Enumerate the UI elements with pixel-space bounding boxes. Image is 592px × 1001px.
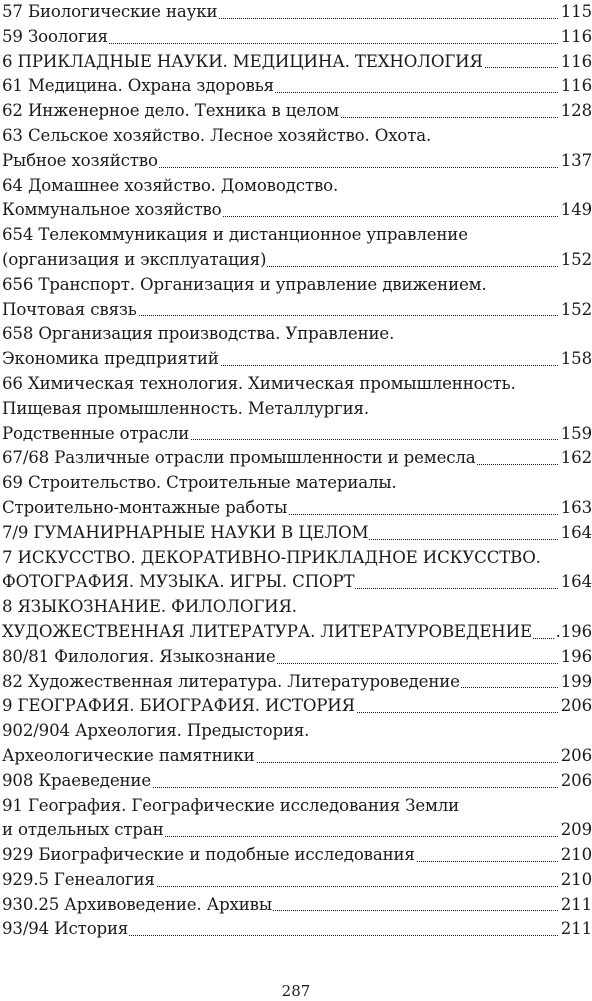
toc-entry (0, 868, 592, 893)
toc-entry-title: 67/68 Различные отрасли промышленности и ремесла (2, 448, 476, 468)
toc-entry (0, 521, 592, 546)
toc-entry-title: Строительно-монтажные работы (2, 497, 288, 517)
toc-entry-title: ХУДОЖЕСТВЕННАЯ ЛИТЕРАТУРА. ЛИТЕРАТУРОВЕДЕНИЕ (2, 621, 532, 641)
toc-entry (0, 0, 592, 25)
toc-entry-page: 162 (559, 446, 592, 471)
toc-entry-page: 199 (559, 670, 592, 695)
toc-entry-page: 210 (559, 868, 592, 893)
toc-entry (0, 149, 592, 174)
toc-entry (0, 818, 592, 843)
toc-entry-title: Рыбное хозяйство (2, 150, 158, 170)
toc-entry (0, 744, 592, 769)
toc-entry-title: 6 ПРИКЛАДНЫЕ НАУКИ. МЕДИЦИНА. ТЕХНОЛОГИЯ (2, 51, 483, 71)
toc-entry (0, 794, 592, 819)
toc-entry-title: 82 Художественная литература. Литературоведение (2, 671, 460, 691)
toc-entry (0, 248, 592, 273)
toc-entry (0, 769, 592, 794)
toc-entry (0, 50, 592, 75)
toc-entry (0, 471, 592, 496)
toc-entry (0, 570, 592, 595)
toc-entry-title: 930.25 Архивоведение. Архивы (2, 894, 272, 914)
toc-entry-page: 116 (559, 74, 592, 99)
toc-entry (0, 446, 592, 471)
toc-entry-page: 163 (559, 496, 592, 521)
toc-entry-title: 61 Медицина. Охрана здоровья (2, 76, 274, 96)
toc-entry-title: 9 ГЕОГРАФИЯ. БИОГРАФИЯ. ИСТОРИЯ (2, 696, 355, 716)
toc-entry (0, 298, 592, 323)
toc-entry (0, 99, 592, 124)
toc-entry-title: 80/81 Филология. Языкознание (2, 646, 276, 666)
toc-entry (0, 645, 592, 670)
toc-entry-page: 210 (559, 843, 592, 868)
toc-entry-page: 164 (559, 570, 592, 595)
toc-entry-page: 137 (559, 149, 592, 174)
toc-entry-title: 91 География. Географические исследования Земли (2, 795, 460, 815)
toc-entry-page: 116 (559, 25, 592, 50)
toc-entry (0, 595, 592, 620)
toc-entry-page: 152 (559, 248, 592, 273)
toc-entry-title: 656 Транспорт. Организация и управление движением. (2, 274, 487, 294)
page-number: 287 (281, 982, 311, 1000)
toc-entry (0, 273, 592, 298)
toc-entry-title: 62 Инженерное дело. Техника в целом (2, 101, 339, 121)
toc-entry-title: 658 Организация производства. Управление. (2, 324, 395, 344)
toc-entry (0, 546, 592, 571)
toc-entry (0, 124, 592, 149)
toc-entry-title: 654 Телекоммуникация и дистанционное управление (2, 225, 468, 245)
toc-entry (0, 917, 592, 942)
toc-entry-title: и отдельных стран (2, 820, 164, 840)
toc-entry-page: 128 (559, 99, 592, 124)
toc-entry-page: 206 (559, 769, 592, 794)
toc-entry-title: Экономика предприятий (2, 349, 219, 369)
toc-entry (0, 719, 592, 744)
toc-entry-title: 66 Химическая технология. Химическая промышленность. (2, 373, 516, 393)
toc-entry (0, 496, 592, 521)
toc-entry-title: 59 Зоология (2, 26, 108, 46)
toc-entry (0, 74, 592, 99)
toc-entry-page: 158 (559, 347, 592, 372)
toc-entry-title: 929.5 Генеалогия (2, 869, 155, 889)
toc-entry-title: Коммунальное хозяйство (2, 200, 222, 220)
toc-entry (0, 372, 592, 397)
toc-entry-page: 206 (559, 694, 592, 719)
toc-entry (0, 322, 592, 347)
toc-entry-title: 902/904 Археология. Предыстория. (2, 721, 310, 741)
toc-entry-page: 115 (559, 0, 592, 25)
toc-entry (0, 843, 592, 868)
toc-entry-title: 8 ЯЗЫКОЗНАНИЕ. ФИЛОЛОГИЯ. (2, 597, 297, 617)
toc-entry-title: 929 Биографические и подобные исследования (2, 845, 415, 865)
toc-entry-title: ФОТОГРАФИЯ. МУЗЫКА. ИГРЫ. СПОРТ (2, 572, 355, 592)
toc-entry-title: 63 Сельское хозяйство. Лесное хозяйство. Охота. (2, 125, 432, 145)
toc-entry-page: 159 (559, 422, 592, 447)
toc-entry (0, 422, 592, 447)
toc-entry-page: 149 (559, 198, 592, 223)
toc-entry (0, 198, 592, 223)
toc-entry-title: 64 Домашнее хозяйство. Домоводство. (2, 175, 339, 195)
toc-entry (0, 223, 592, 248)
toc-entry-title: 93/94 История (2, 919, 129, 939)
toc-entry-page: .196 (554, 620, 592, 645)
toc-entry-page: 116 (559, 50, 592, 75)
toc-entry-page: 211 (559, 893, 592, 918)
toc-entry-page: 211 (559, 917, 592, 942)
toc-entry-page: 164 (559, 521, 592, 546)
toc-entry-title: Родственные отрасли (2, 423, 190, 443)
toc-entry (0, 893, 592, 918)
toc-entry-page: 196 (559, 645, 592, 670)
toc-entry-page: 206 (559, 744, 592, 769)
toc-entry-title: Пищевая промышленность. Металлургия. (2, 398, 369, 418)
toc-entry (0, 347, 592, 372)
toc-entry-title: 69 Строительство. Строительные материалы. (2, 473, 397, 493)
toc-entry-title: 908 Краеведение (2, 770, 152, 790)
toc-entry-title: 7/9 ГУМАНИРНАРНЫЕ НАУКИ В ЦЕЛОМ (2, 522, 369, 542)
toc-entry-title: 57 Биологические науки (2, 2, 218, 21)
toc-entry-title: 7 ИСКУССТВО. ДЕКОРАТИВНО-ПРИКЛАДНОЕ ИСКУССТВО. (2, 547, 541, 567)
toc-entry-title: Археологические памятники (2, 745, 255, 765)
toc-entry (0, 397, 592, 422)
toc-entry-page: 209 (559, 818, 592, 843)
toc-entry (0, 694, 592, 719)
toc-entry (0, 620, 592, 645)
toc-entry-title: (организация и эксплуатация) (2, 249, 267, 269)
toc-entry (0, 25, 592, 50)
toc-entry-title: Почтовая связь (2, 299, 137, 319)
toc-entry (0, 174, 592, 199)
toc-entry-page: 152 (559, 298, 592, 323)
toc-entry (0, 670, 592, 695)
